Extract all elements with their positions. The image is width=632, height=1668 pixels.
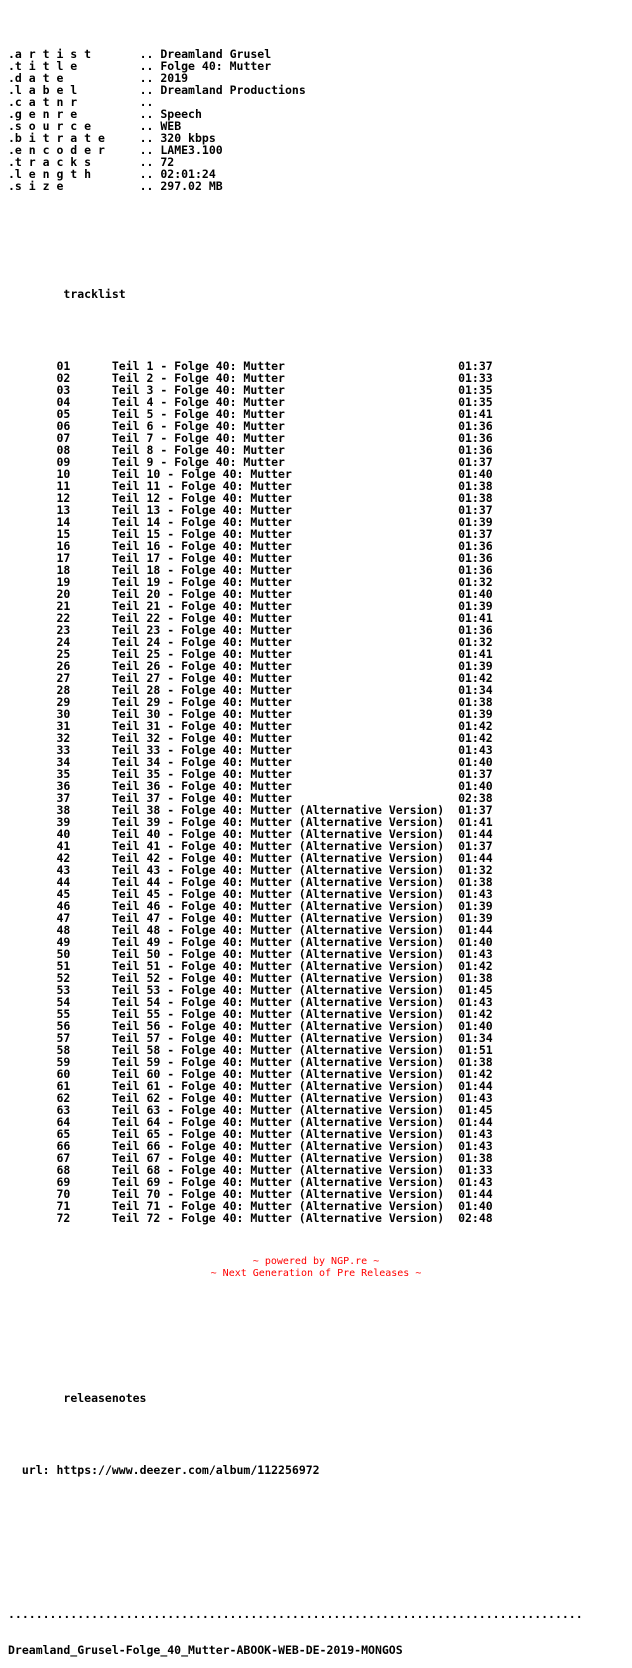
track-duration: 01:42	[458, 671, 493, 685]
track-number: 54	[56, 995, 71, 1009]
track-number: 06	[56, 419, 71, 433]
track-number: 09	[56, 455, 71, 469]
track-number: 32	[56, 731, 71, 745]
track-duration: 01:44	[458, 923, 493, 937]
track-duration: 01:42	[458, 731, 493, 745]
track-title: Teil 24 - Folge 40: Mutter	[111, 635, 292, 649]
info-key: .b i t r a t e	[8, 131, 105, 145]
divider-line	[8, 1608, 583, 1620]
track-title: Teil 2 - Folge 40: Mutter	[111, 371, 285, 385]
info-separator: ..	[139, 47, 154, 61]
track-title: Teil 25 - Folge 40: Mutter	[111, 647, 292, 661]
track-number: 04	[56, 395, 71, 409]
track-title: Teil 62 - Folge 40: Mutter (Alternative Version)	[111, 1091, 445, 1105]
track-number: 45	[56, 887, 71, 901]
track-number: 25	[56, 647, 71, 661]
info-value: Speech	[160, 107, 202, 121]
info-key: .a r t i s t	[8, 47, 92, 61]
spacer	[8, 1500, 583, 1512]
info-key: .c a t n r	[8, 95, 78, 109]
track-duration: 02:38	[458, 791, 493, 805]
track-title: Teil 46 - Folge 40: Mutter (Alternative Version)	[111, 899, 445, 913]
info-value: WEB	[160, 119, 182, 133]
spacer	[8, 1320, 583, 1332]
track-number: 41	[56, 839, 71, 853]
track-title: Teil 12 - Folge 40: Mutter	[111, 491, 292, 505]
track-duration: 01:40	[458, 935, 493, 949]
track-number: 44	[56, 875, 71, 889]
track-number: 56	[56, 1019, 71, 1033]
track-title: Teil 8 - Folge 40: Mutter	[111, 443, 285, 457]
info-separator: ..	[139, 107, 154, 121]
track-duration: 01:33	[458, 371, 493, 385]
track-duration: 01:38	[458, 1055, 493, 1069]
track-duration: 01:39	[458, 707, 493, 721]
track-number: 27	[56, 671, 71, 685]
track-title: Teil 7 - Folge 40: Mutter	[111, 431, 285, 445]
track-duration: 01:43	[458, 995, 493, 1009]
track-title: Teil 35 - Folge 40: Mutter	[111, 767, 292, 781]
track-title: Teil 45 - Folge 40: Mutter (Alternative Version)	[111, 887, 445, 901]
track-number: 53	[56, 983, 71, 997]
track-number: 57	[56, 1031, 71, 1045]
track-duration: 01:36	[458, 563, 493, 577]
track-title: Teil 52 - Folge 40: Mutter (Alternative Version)	[111, 971, 445, 985]
track-row	[8, 1212, 583, 1224]
track-number: 66	[56, 1139, 71, 1153]
info-value: 2019	[160, 71, 189, 85]
track-title: Teil 41 - Folge 40: Mutter (Alternative Version)	[111, 839, 445, 853]
footer	[0, 1256, 632, 1280]
track-duration: 01:51	[458, 1043, 493, 1057]
track-duration: 01:38	[458, 1151, 493, 1165]
track-duration: 01:36	[458, 623, 493, 637]
track-duration: 01:34	[458, 683, 493, 697]
info-value: 297.02 MB	[160, 179, 223, 193]
track-number: 43	[56, 863, 71, 877]
track-duration: 01:37	[458, 803, 493, 817]
track-duration: 01:35	[458, 395, 493, 409]
track-duration: 01:44	[458, 851, 493, 865]
url-line	[8, 1464, 583, 1476]
track-duration: 01:43	[458, 1127, 493, 1141]
url-label: url:	[21, 1463, 50, 1477]
info-separator: ..	[139, 131, 154, 145]
track-title: Teil 48 - Folge 40: Mutter (Alternative Version)	[111, 923, 445, 937]
track-title: Teil 65 - Folge 40: Mutter (Alternative Version)	[111, 1127, 445, 1141]
track-title: Teil 15 - Folge 40: Mutter	[111, 527, 292, 541]
track-title: Teil 50 - Folge 40: Mutter (Alternative Version)	[111, 947, 445, 961]
track-duration: 01:41	[458, 407, 493, 421]
track-duration: 01:37	[458, 767, 493, 781]
track-duration: 01:40	[458, 755, 493, 769]
track-number: 47	[56, 911, 71, 925]
track-duration: 01:41	[458, 647, 493, 661]
url-link[interactable]: https://www.deezer.com/album/112256972	[56, 1463, 320, 1477]
track-title: Teil 34 - Folge 40: Mutter	[111, 755, 292, 769]
track-title: Teil 67 - Folge 40: Mutter (Alternative Version)	[111, 1151, 445, 1165]
track-title: Teil 72 - Folge 40: Mutter (Alternative Version)	[111, 1211, 445, 1225]
track-duration: 01:36	[458, 419, 493, 433]
track-number: 68	[56, 1163, 71, 1177]
track-title: Teil 53 - Folge 40: Mutter (Alternative Version)	[111, 983, 445, 997]
track-title: Teil 64 - Folge 40: Mutter (Alternative Version)	[111, 1115, 445, 1129]
track-number: 49	[56, 935, 71, 949]
info-separator: ..	[139, 71, 154, 85]
track-number: 72	[56, 1211, 71, 1225]
track-duration: 01:44	[458, 1115, 493, 1129]
info-value: Dreamland Productions	[160, 83, 306, 97]
info-value: 72	[160, 155, 175, 169]
track-title: Teil 23 - Folge 40: Mutter	[111, 623, 292, 637]
track-duration: 01:38	[458, 491, 493, 505]
track-title: Teil 18 - Folge 40: Mutter	[111, 563, 292, 577]
spacer	[8, 252, 583, 264]
track-title: Teil 3 - Folge 40: Mutter	[111, 383, 285, 397]
track-title: Teil 19 - Folge 40: Mutter	[111, 575, 292, 589]
divider: ...................................................................................	[8, 1607, 583, 1621]
track-title: Teil 10 - Folge 40: Mutter	[111, 467, 292, 481]
track-duration: 01:43	[458, 743, 493, 757]
tracklist-heading-text: tracklist	[63, 287, 126, 301]
track-number: 46	[56, 899, 71, 913]
track-number: 22	[56, 611, 71, 625]
track-title: Teil 28 - Folge 40: Mutter	[111, 683, 292, 697]
info-separator: ..	[139, 179, 154, 193]
track-number: 42	[56, 851, 71, 865]
tracklist	[8, 360, 583, 1224]
track-number: 51	[56, 959, 71, 973]
info-value: Folge 40: Mutter	[160, 59, 272, 73]
track-duration: 01:39	[458, 899, 493, 913]
track-number: 36	[56, 779, 71, 793]
track-number: 33	[56, 743, 71, 757]
spacer	[8, 1428, 583, 1440]
track-number: 01	[56, 359, 71, 373]
track-title: Teil 71 - Folge 40: Mutter (Alternative Version)	[111, 1199, 445, 1213]
track-duration: 01:36	[458, 443, 493, 457]
track-duration: 01:39	[458, 599, 493, 613]
track-number: 28	[56, 683, 71, 697]
track-title: Teil 11 - Folge 40: Mutter	[111, 479, 292, 493]
track-duration: 01:35	[458, 383, 493, 397]
track-duration: 01:34	[458, 1031, 493, 1045]
track-duration: 01:40	[458, 779, 493, 793]
track-title: Teil 44 - Folge 40: Mutter (Alternative Version)	[111, 875, 445, 889]
info-key: .s o u r c e	[8, 119, 92, 133]
info-separator: ..	[139, 119, 154, 133]
track-duration: 01:32	[458, 635, 493, 649]
track-number: 39	[56, 815, 71, 829]
track-title: Teil 56 - Folge 40: Mutter (Alternative Version)	[111, 1019, 445, 1033]
track-title: Teil 42 - Folge 40: Mutter (Alternative Version)	[111, 851, 445, 865]
info-value: 320 kbps	[160, 131, 216, 145]
track-duration: 01:41	[458, 611, 493, 625]
track-title: Teil 30 - Folge 40: Mutter	[111, 707, 292, 721]
footer-tagline: ~ Next Generation of Pre Releases ~	[210, 1268, 422, 1279]
info-key: .l e n g t h	[8, 167, 92, 181]
track-title: Teil 27 - Folge 40: Mutter	[111, 671, 292, 685]
info-value: Dreamland Grusel	[160, 47, 272, 61]
track-duration: 01:42	[458, 1007, 493, 1021]
track-number: 20	[56, 587, 71, 601]
track-duration: 01:42	[458, 1067, 493, 1081]
track-title: Teil 21 - Folge 40: Mutter	[111, 599, 292, 613]
info-separator: ..	[139, 83, 154, 97]
track-number: 07	[56, 431, 71, 445]
track-title: Teil 68 - Folge 40: Mutter (Alternative Version)	[111, 1163, 445, 1177]
track-number: 40	[56, 827, 71, 841]
track-number: 05	[56, 407, 71, 421]
track-number: 59	[56, 1055, 71, 1069]
spacer	[8, 324, 583, 336]
track-duration: 01:44	[458, 1187, 493, 1201]
track-number: 11	[56, 479, 71, 493]
info-key: .d a t e	[8, 71, 64, 85]
track-duration: 01:38	[458, 695, 493, 709]
track-number: 23	[56, 623, 71, 637]
track-title: Teil 1 - Folge 40: Mutter	[111, 359, 285, 373]
track-title: Teil 36 - Folge 40: Mutter	[111, 779, 292, 793]
track-number: 12	[56, 491, 71, 505]
track-number: 65	[56, 1127, 71, 1141]
info-key: .s i z e	[8, 179, 64, 193]
track-title: Teil 70 - Folge 40: Mutter (Alternative Version)	[111, 1187, 445, 1201]
track-duration: 01:32	[458, 575, 493, 589]
track-title: Teil 13 - Folge 40: Mutter	[111, 503, 292, 517]
track-title: Teil 49 - Folge 40: Mutter (Alternative Version)	[111, 935, 445, 949]
track-duration: 01:41	[458, 815, 493, 829]
track-duration: 01:38	[458, 479, 493, 493]
track-title: Teil 4 - Folge 40: Mutter	[111, 395, 285, 409]
track-title: Teil 37 - Folge 40: Mutter	[111, 791, 292, 805]
track-duration: 01:44	[458, 827, 493, 841]
track-number: 70	[56, 1187, 71, 1201]
spacer	[8, 1356, 583, 1368]
track-title: Teil 69 - Folge 40: Mutter (Alternative Version)	[111, 1175, 445, 1189]
track-duration: 01:37	[458, 503, 493, 517]
footer-powered-by[interactable]: ~ powered by NGP.re ~	[252, 1256, 380, 1267]
spacer	[8, 1572, 583, 1584]
track-number: 35	[56, 767, 71, 781]
info-key: .t r a c k s	[8, 155, 92, 169]
track-duration: 01:40	[458, 467, 493, 481]
track-duration: 01:43	[458, 1091, 493, 1105]
releasenotes-heading	[8, 1392, 583, 1404]
track-title: Teil 32 - Folge 40: Mutter	[111, 731, 292, 745]
track-number: 19	[56, 575, 71, 589]
track-duration: 01:38	[458, 971, 493, 985]
track-duration: 01:39	[458, 659, 493, 673]
track-title: Teil 61 - Folge 40: Mutter (Alternative Version)	[111, 1079, 445, 1093]
track-duration: 01:37	[458, 359, 493, 373]
track-number: 71	[56, 1199, 71, 1213]
track-number: 52	[56, 971, 71, 985]
track-number: 21	[56, 599, 71, 613]
track-number: 16	[56, 539, 71, 553]
track-title: Teil 20 - Folge 40: Mutter	[111, 587, 292, 601]
track-duration: 01:42	[458, 719, 493, 733]
info-separator: ..	[139, 143, 154, 157]
track-number: 62	[56, 1091, 71, 1105]
track-duration: 01:45	[458, 1103, 493, 1117]
track-title: Teil 29 - Folge 40: Mutter	[111, 695, 292, 709]
track-duration: 01:40	[458, 1019, 493, 1033]
release-name: Dreamland_Grusel-Folge_40_Mutter-ABOOK-WEB-DE-2019-MONGOS	[8, 1643, 403, 1657]
track-title: Teil 58 - Folge 40: Mutter (Alternative Version)	[111, 1043, 445, 1057]
info-separator: ..	[139, 167, 154, 181]
track-number: 13	[56, 503, 71, 517]
info-row	[8, 180, 583, 192]
track-title: Teil 54 - Folge 40: Mutter (Alternative Version)	[111, 995, 445, 1009]
tracklist-heading	[8, 288, 583, 300]
track-title: Teil 14 - Folge 40: Mutter	[111, 515, 292, 529]
track-number: 69	[56, 1175, 71, 1189]
track-number: 58	[56, 1043, 71, 1057]
spacer	[8, 216, 583, 228]
track-duration: 01:37	[458, 455, 493, 469]
track-title: Teil 47 - Folge 40: Mutter (Alternative Version)	[111, 911, 445, 925]
track-title: Teil 43 - Folge 40: Mutter (Alternative Version)	[111, 863, 445, 877]
track-title: Teil 5 - Folge 40: Mutter	[111, 407, 285, 421]
track-number: 26	[56, 659, 71, 673]
info-key: .g e n r e	[8, 107, 78, 121]
track-duration: 01:40	[458, 1199, 493, 1213]
info-separator: ..	[139, 59, 154, 73]
info-value: 02:01:24	[160, 167, 216, 181]
track-title: Teil 31 - Folge 40: Mutter	[111, 719, 292, 733]
track-duration: 01:40	[458, 587, 493, 601]
track-number: 08	[56, 443, 71, 457]
track-duration: 01:43	[458, 887, 493, 901]
track-title: Teil 16 - Folge 40: Mutter	[111, 539, 292, 553]
track-title: Teil 55 - Folge 40: Mutter (Alternative Version)	[111, 1007, 445, 1021]
track-number: 67	[56, 1151, 71, 1165]
info-key: .l a b e l	[8, 83, 78, 97]
track-number: 55	[56, 1007, 71, 1021]
track-duration: 02:48	[458, 1211, 493, 1225]
release-name-line	[8, 1644, 583, 1656]
track-duration: 01:37	[458, 839, 493, 853]
track-number: 24	[56, 635, 71, 649]
track-title: Teil 66 - Folge 40: Mutter (Alternative Version)	[111, 1139, 445, 1153]
track-duration: 01:42	[458, 959, 493, 973]
track-duration: 01:43	[458, 947, 493, 961]
track-number: 15	[56, 527, 71, 541]
track-number: 63	[56, 1103, 71, 1117]
track-title: Teil 22 - Folge 40: Mutter	[111, 611, 292, 625]
track-duration: 01:43	[458, 1139, 493, 1153]
track-duration: 01:45	[458, 983, 493, 997]
track-duration: 01:33	[458, 1163, 493, 1177]
track-duration: 01:39	[458, 911, 493, 925]
track-title: Teil 6 - Folge 40: Mutter	[111, 419, 285, 433]
track-title: Teil 33 - Folge 40: Mutter	[111, 743, 292, 757]
track-number: 61	[56, 1079, 71, 1093]
track-number: 48	[56, 923, 71, 937]
track-title: Teil 39 - Folge 40: Mutter (Alternative Version)	[111, 815, 445, 829]
track-title: Teil 9 - Folge 40: Mutter	[111, 455, 285, 469]
info-key: .t i t l e	[8, 59, 78, 73]
track-number: 31	[56, 719, 71, 733]
track-number: 17	[56, 551, 71, 565]
releasenotes-heading-text: releasenotes	[63, 1391, 147, 1405]
track-number: 30	[56, 707, 71, 721]
info-key: .e n c o d e r	[8, 143, 105, 157]
spacer	[8, 1284, 583, 1296]
track-duration: 01:36	[458, 431, 493, 445]
track-number: 14	[56, 515, 71, 529]
info-value: LAME3.100	[160, 143, 223, 157]
track-duration: 01:36	[458, 539, 493, 553]
track-duration: 01:36	[458, 551, 493, 565]
track-duration: 01:38	[458, 875, 493, 889]
track-duration: 01:43	[458, 1175, 493, 1189]
track-number: 64	[56, 1115, 71, 1129]
nfo-document	[8, 24, 583, 1668]
track-title: Teil 26 - Folge 40: Mutter	[111, 659, 292, 673]
track-title: Teil 40 - Folge 40: Mutter (Alternative Version)	[111, 827, 445, 841]
track-number: 50	[56, 947, 71, 961]
track-title: Teil 17 - Folge 40: Mutter	[111, 551, 292, 565]
track-number: 02	[56, 371, 71, 385]
track-title: Teil 59 - Folge 40: Mutter (Alternative Version)	[111, 1055, 445, 1069]
track-number: 10	[56, 467, 71, 481]
track-title: Teil 57 - Folge 40: Mutter (Alternative Version)	[111, 1031, 445, 1045]
release-info-block	[8, 48, 583, 192]
track-duration: 01:39	[458, 515, 493, 529]
track-number: 60	[56, 1067, 71, 1081]
track-number: 38	[56, 803, 71, 817]
track-title: Teil 38 - Folge 40: Mutter (Alternative Version)	[111, 803, 445, 817]
info-separator: ..	[139, 155, 154, 169]
track-title: Teil 51 - Folge 40: Mutter (Alternative Version)	[111, 959, 445, 973]
spacer	[8, 1536, 583, 1548]
info-separator: ..	[139, 95, 154, 109]
track-number: 29	[56, 695, 71, 709]
track-title: Teil 60 - Folge 40: Mutter (Alternative Version)	[111, 1067, 445, 1081]
track-number: 03	[56, 383, 71, 397]
track-number: 34	[56, 755, 71, 769]
track-duration: 01:44	[458, 1079, 493, 1093]
track-number: 37	[56, 791, 71, 805]
track-duration: 01:32	[458, 863, 493, 877]
track-number: 18	[56, 563, 71, 577]
track-title: Teil 63 - Folge 40: Mutter (Alternative Version)	[111, 1103, 445, 1117]
track-duration: 01:37	[458, 527, 493, 541]
